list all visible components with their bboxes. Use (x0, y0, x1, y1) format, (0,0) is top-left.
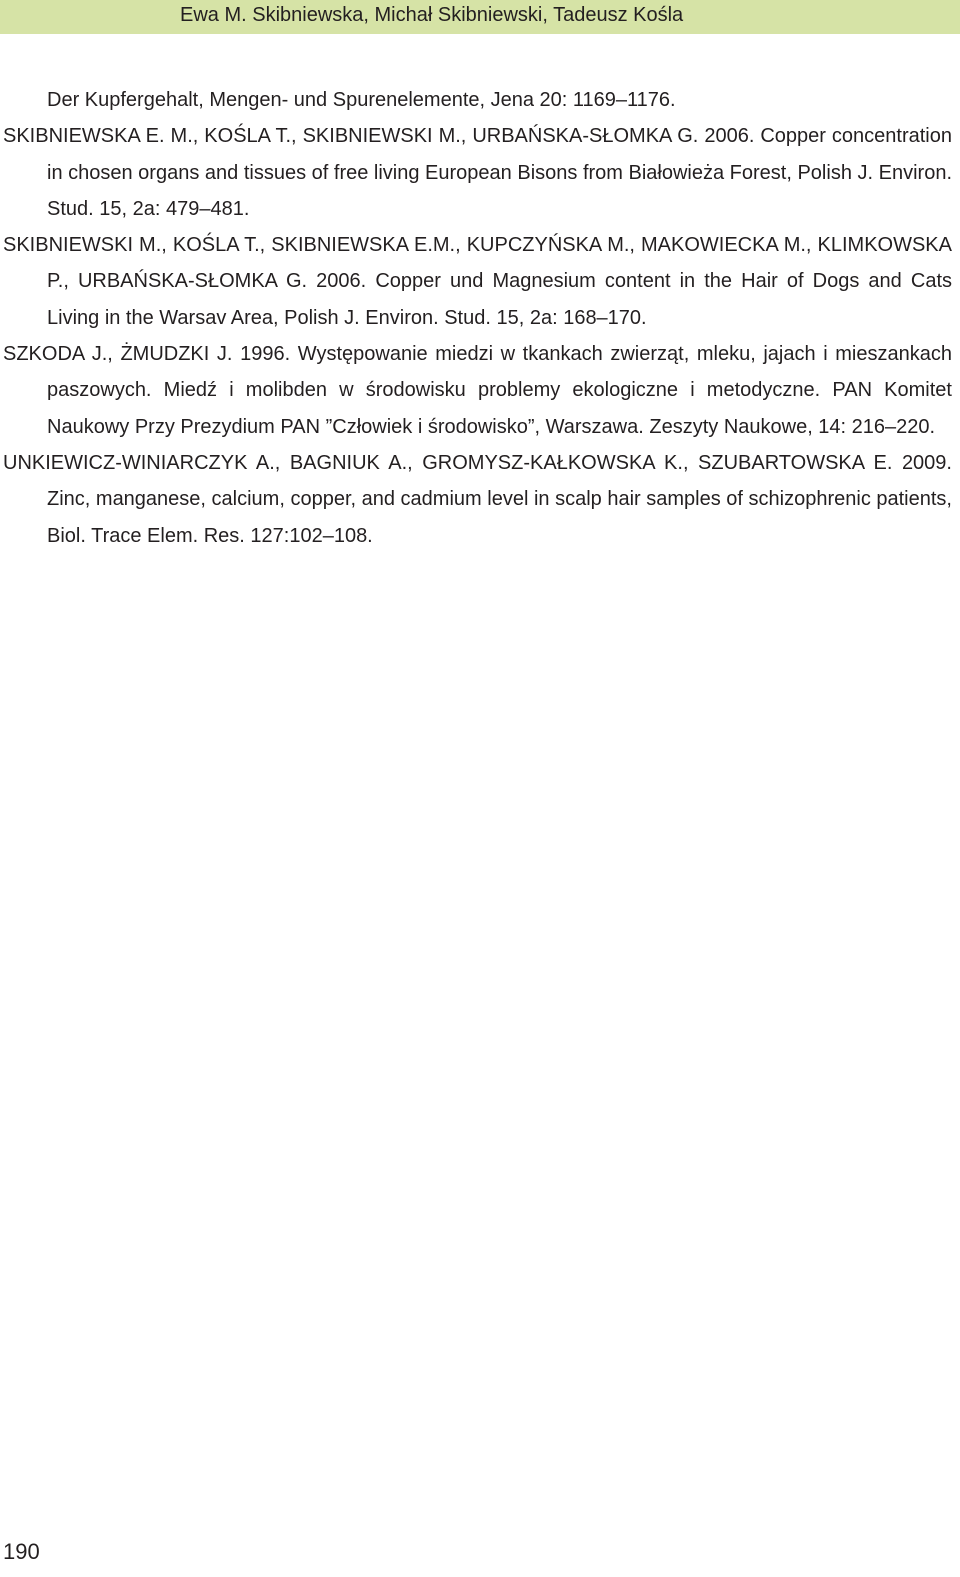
page-number: 190 (3, 1539, 40, 1564)
reference-szkoda-1996: SZKODA J., ŻMUDZKI J. 1996. Występowanie miedzi w tkankach zwierząt, mleku, jajach i mieszankach paszowych. Miedź i molibden w środowisku problemy ekologiczne i metodyczne. PAN Komitet Naukowy Przy Prezydium PAN ”Człowiek i środowisko”, Warszawa. Zeszyty Naukowe, 14: 216–220. (3, 343, 952, 438)
header-authors: Ewa M. Skibniewska, Michał Skibniewski, Tadeusz Kośla (180, 4, 684, 26)
reference-unkiewicz-2009: UNKIEWICZ-WINIARCZYK A., BAGNIUK A., GROMYSZ-KAŁKOWSKA K., SZUBARTOWSKA E. 2009. Zinc, manganese, calcium, copper, and cadmium level in scalp hair samples of schizophrenic patients, Biol. Trace Elem. Res. 127:102–108. (3, 451, 952, 547)
reference-skibniewski-2006: SKIBNIEWSKI M., KOŚLA T., SKIBNIEWSKA E.M., KUPCZYŃSKA M., MAKOWIECKA M., KLIMKOWSKA P., URBAŃSKA-SŁOMKA G. 2006. Copper und Magnesium content in the Hair of Dogs and Cats Living in the Warsav Area, Polish J. Environ. Stud. 15, 2a: 168–170. (3, 234, 952, 329)
running-header (0, 0, 960, 34)
reference-skibniewska-2006: SKIBNIEWSKA E. M., KOŚLA T., SKIBNIEWSKI M., URBAŃSKA-SŁOMKA G. 2006. Copper concentration in chosen organs and tissues of free living European Bisons from Białowieża Forest, Polish J. Environ. Stud. 15, 2a: 479–481. (3, 125, 952, 220)
reference-continuation: Der Kupfergehalt, Mengen- und Spurenelemente, Jena 20: 1169–1176. (47, 89, 676, 111)
reference-list (3, 82, 952, 554)
